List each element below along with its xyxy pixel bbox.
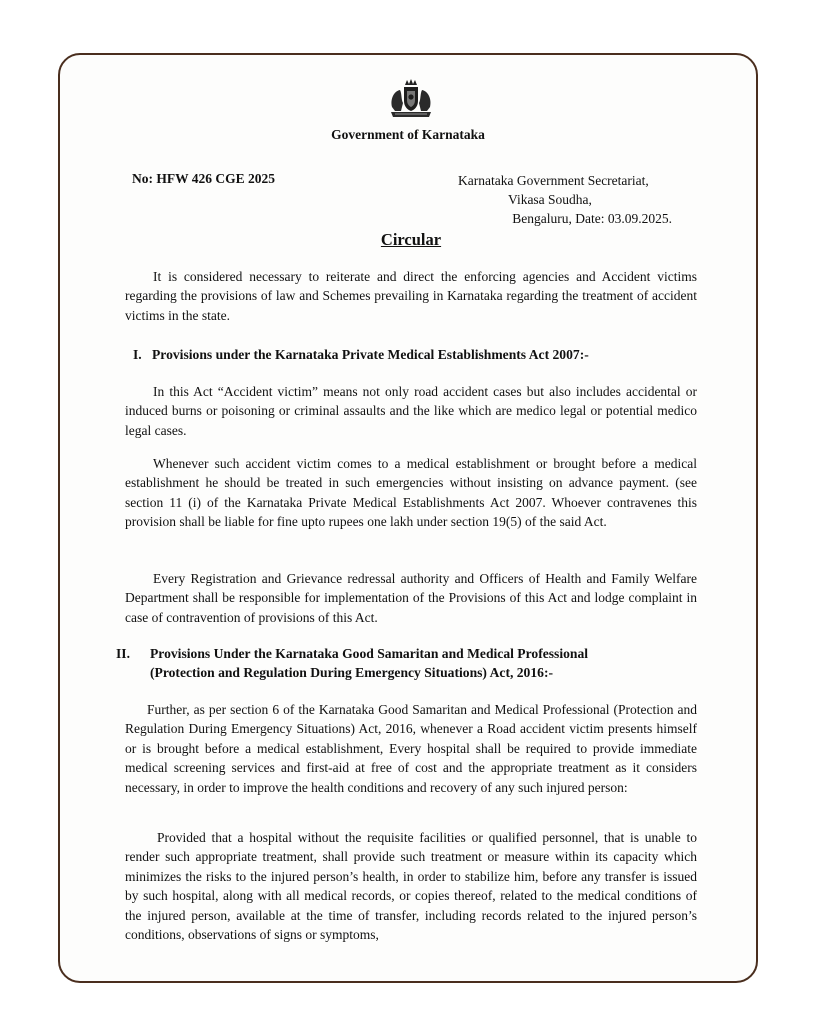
- section-1-title: Provisions under the Karnataka Private Medical Establishments Act 2007:-: [152, 347, 589, 362]
- address-line-city-date: Bengaluru, Date: 03.09.2025.: [512, 211, 672, 226]
- reference-number: No: HFW 426 CGE 2025: [132, 171, 276, 186]
- address-line-building: Vikasa Soudha,: [508, 192, 592, 207]
- government-title: Government of Karnataka: [331, 127, 485, 142]
- section-2-paragraph-1: Further, as per section 6 of the Karnataka Good Samaritan and Medical Professional (Protection and Regulation During Emergency Situations) Act, 2016, whenever a Road accident victim presents himself or is brought before a medical establishment, Every hospital shall be required to provide immediate medical screening services and first-aid at free of cost and the appropriate treatment as it considers necessary, in order to improve the health conditions and recovery of any such injured person:: [125, 702, 697, 795]
- section-1-paragraph-3: Every Registration and Grievance redressal authority and Officers of Health and Family Welfare Department shall be responsible for implementation of the Provisions of this Act and lodge complaint in case of contravention of provisions of this Act.: [125, 571, 697, 625]
- document-frame: [58, 53, 758, 983]
- section-2-title-line-1: Provisions Under the Karnataka Good Samaritan and Medical Professional: [150, 646, 589, 661]
- section-1-heading: [133, 346, 589, 364]
- section-2-title-line-2: (Protection and Regulation During Emergency Situations) Act, 2016:-: [150, 664, 554, 680]
- section-1-number: I.: [133, 347, 142, 362]
- section-2-heading: [116, 645, 716, 682]
- section-2-paragraph-2: Provided that a hospital without the requisite facilities or qualified personnel, that is unable to render such appropriate treatment, shall provide such treatment or measure within its capacity which minimizes the risks to the injured person’s health, in order to stabilize him, before any transfer is issued by such hospital, along with all medical records, or copies thereof, related to the medical conditions of the injured person, available at the time of transfer, including records related to the injured person’s conditions, observations of signs or symptoms,: [125, 830, 697, 943]
- section-2-number: II.: [116, 646, 130, 661]
- section-1-paragraph-2: Whenever such accident victim comes to a medical establishment or brought before a medical establishment he should be treated in such emergencies without insisting on advance payment. (see section 11 (i) of the Karnataka Private Medical Establishments Act 2007. Whoever contravenes this provision shall be liable for fine upto rupees one lakh under section 19(5) of the said Act.: [125, 456, 697, 530]
- section-1-paragraph-1: In this Act “Accident victim” means not only road accident cases but also includes accidental or induced burns or poisoning or criminal assaults and the like which are medico legal or potential medico legal cases.: [125, 384, 697, 438]
- circular-document: [60, 55, 756, 981]
- circular-title: Circular: [380, 230, 442, 249]
- karnataka-state-emblem-icon: [386, 77, 436, 121]
- address-line-secretariat: Karnataka Government Secretariat,: [458, 173, 649, 188]
- intro-paragraph: It is considered necessary to reiterate and direct the enforcing agencies and Accident victims regarding the provisions of law and Schemes prevailing in Karnataka regarding the treatment of accident victims in the state.: [125, 269, 697, 323]
- issuing-address: [458, 171, 672, 228]
